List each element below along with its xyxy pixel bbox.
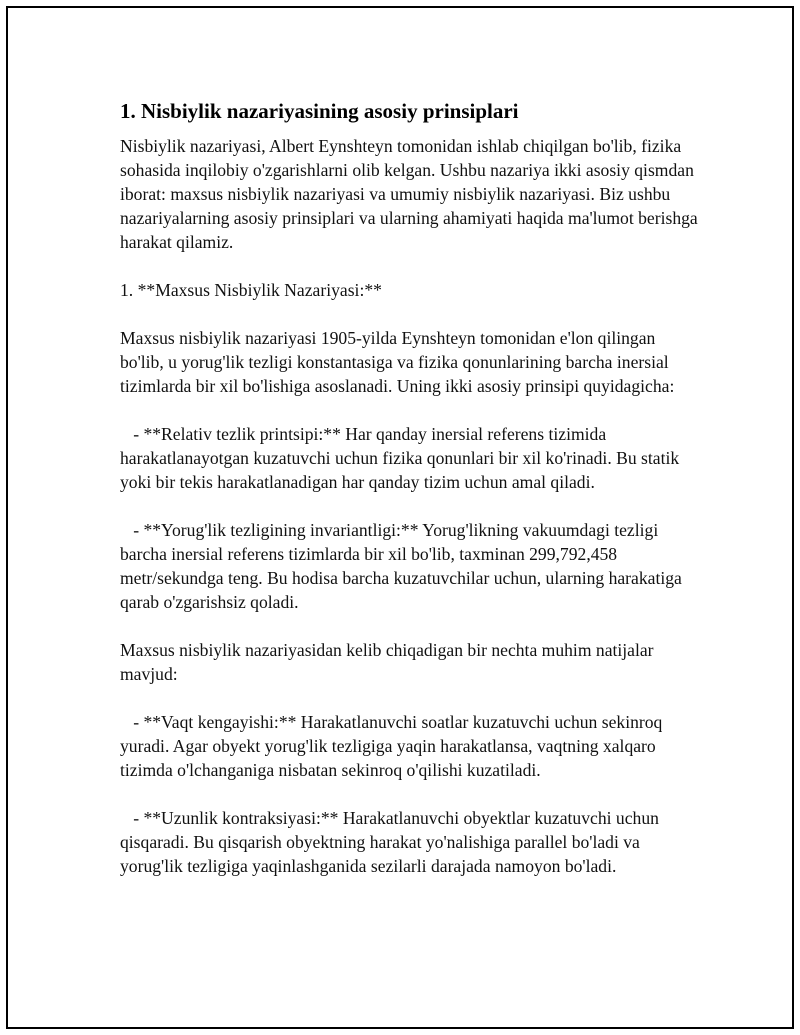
page-frame (6, 6, 794, 1029)
section-heading: 1. Nisbiylik nazariyasining asosiy prinsiplari (120, 99, 519, 123)
list-item-light-speed-invariance: - **Yorug'lik tezligining invariantligi:** Yorug'likning vakuumdagi tezligi barcha inersial referens tizimlarda bir xil bo'lib, taxminan 299,792,458 metr/sekundga teng. Bu hodisa barcha kuzatuvchilar uchun, ularning harakatiga qarab o'zgarishsiz qoladi. (120, 520, 687, 612)
subsection-heading-special-relativity: 1. **Maxsus Nisbiylik Nazariyasi:** (120, 280, 382, 300)
consequences-paragraph: Maxsus nisbiylik nazariyasidan kelib chiqadigan bir nechta muhim natijalar mavjud: (120, 640, 658, 684)
special-relativity-paragraph: Maxsus nisbiylik nazariyasi 1905-yilda Eynshteyn tomonidan e'lon qilingan bo'lib, u yorug'lik tezligi konstantasiga va fizika qonunlarining barcha inersial tizimlarda bir xil bo'lishiga asoslanadi. Uning ikki asosiy prinsipi quyidagicha: (120, 328, 675, 396)
list-item-relativity-principle: - **Relativ tezlik printsipi:** Har qanday inersial referens tizimida harakatlanayotgan kuzatuvchi uchun fizika qonunlari bir xil ko'rinadi. Bu statik yoki bir tekis harakatlanadigan har qanday tizim uchun amal qiladi. (120, 424, 684, 492)
document-body (120, 98, 703, 878)
intro-paragraph: Nisbiylik nazariyasi, Albert Eynshteyn tomonidan ishlab chiqilgan bo'lib, fizika sohasida inqilobiy o'zgarishlarni olib kelgan. Ushbu nazariya ikki asosiy qismdan iborat: maxsus nisbiylik nazariyasi va umumiy nisbiylik nazariyasi. Biz ushbu nazariyalarning asosiy prinsiplari va ularning ahamiyati haqida ma'lumot berishga harakat qilamiz. (120, 136, 703, 252)
list-item-length-contraction: - **Uzunlik kontraksiyasi:** Harakatlanuvchi obyektlar kuzatuvchi uchun qisqaradi. Bu qisqarish obyektning harakat yo'nalishiga parallel bo'ladi va yorug'lik tezligiga yaqinlashganida sezilarli darajada namoyon bo'ladi. (120, 808, 664, 876)
list-item-time-dilation: - **Vaqt kengayishi:** Harakatlanuvchi soatlar kuzatuvchi uchun sekinroq yuradi. Agar obyekt yorug'lik tezligiga yaqin harakatlansa, vaqtning xalqaro tizimda o'lchanganiga nisbatan sekinroq o'qilishi kuzatiladi. (120, 712, 667, 780)
